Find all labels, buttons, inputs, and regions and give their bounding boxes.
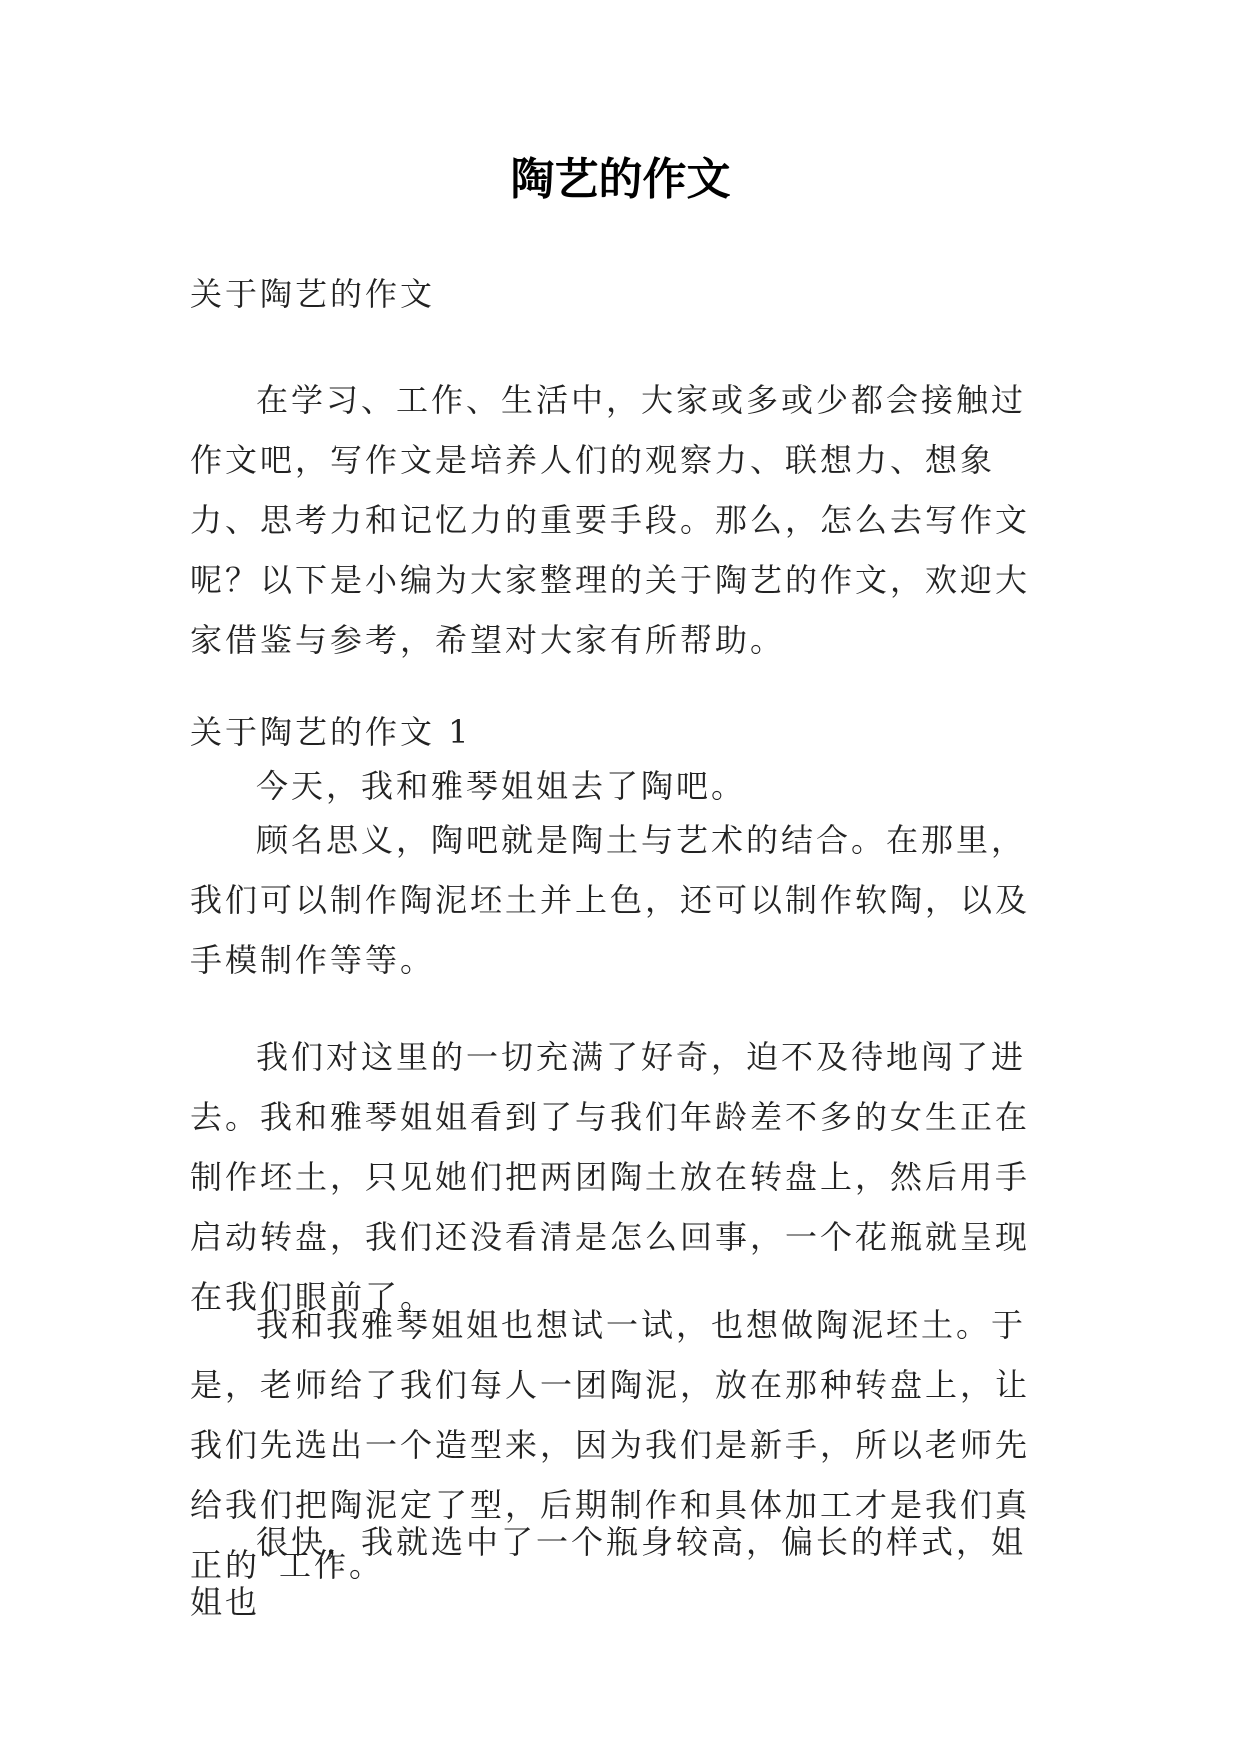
section1-paragraph-5: 很快，我就选中了一个瓶身较高，偏长的样式，姐姐也 <box>190 1523 1027 1621</box>
section1-heading: 关于陶艺的作文 1 <box>190 713 472 751</box>
section1-paragraph-2: 顾名思义，陶吧就是陶土与艺术的结合。在那里，我们可以制作陶泥坯土并上色，还可以制作软陶，以及手模制作等等。 <box>190 821 1031 979</box>
section1-paragraph-4: 我和我雅琴姐姐也想试一试，也想做陶泥坯土。于是，老师给了我们每人一团陶泥，放在那种转盘上，让我们先选出一个造型来，因为我们是新手，所以老师先给我们把陶泥定了型，后期制作和具体加工才是我们真正的`工作。 <box>190 1306 1031 1584</box>
document-title: 陶艺的作文 <box>510 154 731 205</box>
intro-heading: 关于陶艺的作文 <box>190 275 436 313</box>
intro-paragraph: 在学习、工作、生活中，大家或多或少都会接触过作文吧，写作文是培养人们的观察力、联想力、想象力、思考力和记忆力的重要手段。那么，怎么去写作文呢？以下是小编为大家整理的关于陶艺的作文，欢迎大家借鉴与参考，希望对大家有所帮助。 <box>190 381 1031 659</box>
section1-paragraph-1: 今天，我和雅琴姐姐去了陶吧。 <box>256 767 747 805</box>
section1-paragraph-3: 我们对这里的一切充满了好奇，迫不及待地闯了进去。我和雅琴姐姐看到了与我们年龄差不多的女生正在制作坯土，只见她们把两团陶土放在转盘上，然后用手启动转盘，我们还没看清是怎么回事，一个花瓶就呈现在我们眼前了。 <box>190 1038 1031 1316</box>
